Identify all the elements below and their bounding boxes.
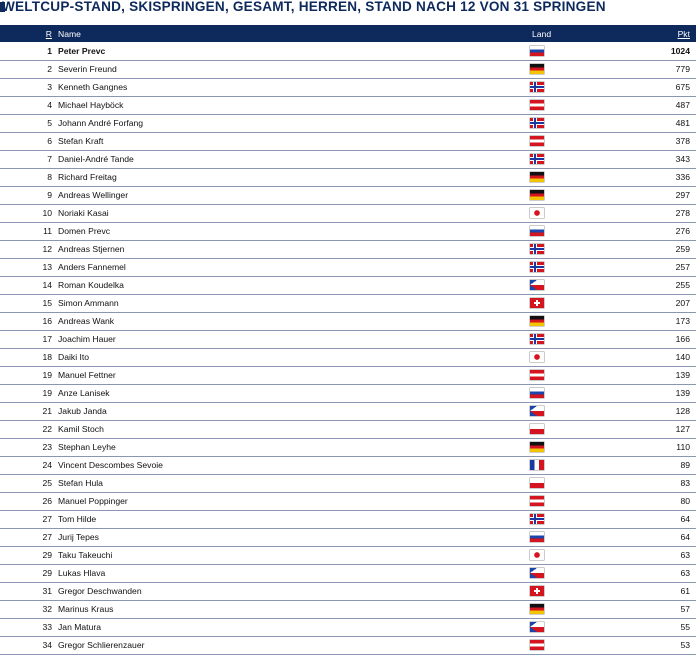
points-cell: 336	[675, 172, 690, 182]
rank-cell: 29	[42, 550, 52, 560]
flag-norway-icon	[530, 334, 544, 344]
table-row	[0, 240, 696, 258]
rank-cell: 21	[42, 406, 52, 416]
rank-cell: 8	[47, 172, 52, 182]
rank-cell: 11	[43, 226, 52, 236]
points-cell: 276	[675, 226, 690, 236]
points-cell: 63	[680, 568, 690, 578]
flag-slovenia-icon	[530, 532, 544, 542]
flag-japan-icon	[530, 550, 544, 560]
table-row	[0, 60, 696, 78]
points-cell: 259	[675, 244, 690, 254]
athlete-name[interactable]: Michael Hayböck	[58, 100, 124, 110]
points-cell: 55	[680, 622, 690, 632]
athlete-name[interactable]: Manuel Fettner	[58, 370, 116, 380]
standings-table	[0, 25, 696, 655]
rank-cell: 19	[42, 388, 52, 398]
table-row	[0, 492, 696, 510]
flag-slovenia-icon	[530, 388, 544, 398]
points-cell: 61	[680, 586, 690, 596]
country-cell	[528, 582, 612, 600]
rank-cell: 33	[42, 622, 52, 632]
country-cell	[528, 600, 612, 618]
country-cell	[528, 348, 612, 366]
points-cell: 64	[680, 514, 690, 524]
athlete-name[interactable]: Kenneth Gangnes	[58, 82, 128, 92]
table-header	[0, 25, 696, 42]
rank-cell: 31	[42, 586, 52, 596]
country-cell	[528, 402, 612, 420]
rank-cell: 34	[42, 640, 52, 650]
table-row	[0, 294, 696, 312]
table-row	[0, 456, 696, 474]
athlete-name[interactable]: Jakub Janda	[58, 406, 107, 416]
country-cell	[528, 636, 612, 654]
rank-cell: 22	[42, 424, 52, 434]
athlete-name[interactable]: Tom Hilde	[58, 514, 97, 524]
country-cell	[528, 150, 612, 168]
table-row	[0, 96, 696, 114]
table-row	[0, 186, 696, 204]
column-header-land[interactable]: Land	[532, 28, 552, 39]
flag-germany-icon	[530, 604, 544, 614]
athlete-name[interactable]: Kamil Stoch	[58, 424, 104, 434]
athlete-name[interactable]: Noriaki Kasai	[58, 208, 109, 218]
table-row	[0, 546, 696, 564]
athlete-name[interactable]: Gregor Schlierenzauer	[58, 640, 145, 650]
rank-cell: 1	[47, 45, 52, 56]
flag-poland-icon	[530, 424, 544, 434]
flag-czech-republic-icon	[530, 568, 544, 578]
country-cell	[528, 438, 612, 456]
flag-germany-icon	[530, 442, 544, 452]
athlete-name[interactable]: Jurij Tepes	[58, 532, 99, 542]
table-row	[0, 474, 696, 492]
points-cell: 278	[675, 208, 690, 218]
flag-germany-icon	[530, 172, 544, 182]
athlete-name[interactable]: Simon Ammann	[58, 298, 119, 308]
flag-norway-icon	[530, 154, 544, 164]
table-row	[0, 510, 696, 528]
flag-norway-icon	[530, 262, 544, 272]
flag-czech-republic-icon	[530, 280, 544, 290]
flag-france-icon	[530, 460, 544, 470]
flag-switzerland-icon	[530, 298, 544, 308]
athlete-name[interactable]: Andreas Wellinger	[58, 190, 129, 200]
table-row	[0, 168, 696, 186]
flag-norway-icon	[530, 514, 544, 524]
country-cell	[528, 240, 612, 258]
flag-slovenia-icon	[530, 226, 544, 236]
country-cell	[528, 42, 612, 60]
rank-cell: 4	[47, 100, 52, 110]
table-row	[0, 420, 696, 438]
rank-cell: 25	[42, 478, 52, 488]
table-row	[0, 348, 696, 366]
points-cell: 127	[675, 424, 690, 434]
athlete-name[interactable]: Andreas Stjernen	[58, 244, 125, 254]
flag-norway-icon	[530, 118, 544, 128]
flag-austria-icon	[530, 136, 544, 146]
flag-switzerland-icon	[530, 586, 544, 596]
country-cell	[528, 276, 612, 294]
country-cell	[528, 564, 612, 582]
table-row	[0, 564, 696, 582]
table-row	[0, 366, 696, 384]
flag-norway-icon	[530, 82, 544, 92]
rank-cell: 27	[42, 532, 52, 542]
rank-cell: 26	[42, 496, 52, 506]
table-body	[0, 42, 696, 654]
country-cell	[528, 474, 612, 492]
country-cell	[528, 204, 612, 222]
points-cell: 487	[675, 100, 690, 110]
flag-poland-icon	[530, 478, 544, 488]
table-row	[0, 114, 696, 132]
table-row	[0, 600, 696, 618]
points-cell: 297	[675, 190, 690, 200]
table-row	[0, 384, 696, 402]
rank-cell: 15	[42, 298, 52, 308]
table-row	[0, 132, 696, 150]
rank-cell: 13	[42, 262, 52, 272]
country-cell	[528, 528, 612, 546]
country-cell	[528, 258, 612, 276]
flag-japan-icon	[530, 208, 544, 218]
athlete-name[interactable]: Andreas Wank	[58, 316, 115, 326]
athlete-name[interactable]: Domen Prevc	[58, 226, 111, 236]
points-cell: 140	[675, 352, 690, 362]
rank-cell: 18	[42, 352, 52, 362]
country-cell	[528, 492, 612, 510]
rank-cell: 7	[47, 154, 52, 164]
country-cell	[528, 294, 612, 312]
rank-cell: 23	[42, 442, 52, 452]
points-cell: 63	[680, 550, 690, 560]
country-cell	[528, 114, 612, 132]
country-cell	[528, 384, 612, 402]
flag-germany-icon	[530, 64, 544, 74]
athlete-name[interactable]: Peter Prevc	[58, 45, 106, 56]
points-cell: 80	[680, 496, 690, 506]
points-cell: 89	[680, 460, 690, 470]
athlete-name[interactable]: Joachim Hauer	[58, 334, 116, 344]
rank-cell: 29	[42, 568, 52, 578]
rank-cell: 3	[47, 82, 52, 92]
points-cell: 166	[675, 334, 690, 344]
table-header-row	[0, 25, 696, 42]
table-row	[0, 42, 696, 60]
points-cell: 1024	[670, 45, 690, 56]
country-cell	[528, 618, 612, 636]
country-cell	[528, 456, 612, 474]
flag-czech-republic-icon	[530, 406, 544, 416]
points-cell: 207	[675, 298, 690, 308]
flag-austria-icon	[530, 100, 544, 110]
page-title: WELTCUP-STAND, SKISPRINGEN, GESAMT, HERREN, STAND NACH 12 VON 31 SPRINGEN	[2, 0, 606, 14]
athlete-name[interactable]: Manuel Poppinger	[58, 496, 128, 506]
flag-norway-icon	[530, 244, 544, 254]
flag-czech-republic-icon	[530, 622, 544, 632]
country-cell	[528, 186, 612, 204]
athlete-name[interactable]: Stefan Hula	[58, 478, 103, 488]
points-cell: 779	[675, 64, 690, 74]
athlete-name[interactable]: Daniel-André Tande	[58, 154, 134, 164]
table-row	[0, 78, 696, 96]
points-cell: 57	[680, 604, 690, 614]
rank-cell: 5	[47, 118, 52, 128]
table-row	[0, 276, 696, 294]
points-cell: 139	[675, 370, 690, 380]
points-cell: 675	[675, 82, 690, 92]
athlete-name[interactable]: Stefan Kraft	[58, 136, 104, 146]
country-cell	[528, 420, 612, 438]
points-cell: 83	[680, 478, 690, 488]
flag-germany-icon	[530, 316, 544, 326]
country-cell	[528, 546, 612, 564]
flag-austria-icon	[530, 370, 544, 380]
table-row	[0, 438, 696, 456]
athlete-name[interactable]: Vincent Descombes Sevoie	[58, 460, 163, 470]
table-row	[0, 528, 696, 546]
flag-slovenia-icon	[530, 46, 544, 56]
rank-cell: 16	[42, 316, 52, 326]
page-title-bar	[0, 0, 696, 25]
rank-cell: 19	[42, 370, 52, 380]
rank-cell: 32	[42, 604, 52, 614]
country-cell	[528, 510, 612, 528]
points-cell: 257	[675, 262, 690, 272]
country-cell	[528, 78, 612, 96]
athlete-name[interactable]: Stephan Leyhe	[58, 442, 116, 452]
rank-cell: 10	[42, 208, 52, 218]
table-row	[0, 636, 696, 654]
points-cell: 64	[680, 532, 690, 542]
table-row	[0, 582, 696, 600]
table-row	[0, 150, 696, 168]
flag-germany-icon	[530, 190, 544, 200]
country-cell	[528, 60, 612, 78]
flag-japan-icon	[530, 352, 544, 362]
rank-cell: 9	[47, 190, 52, 200]
table-row	[0, 330, 696, 348]
points-cell: 481	[675, 118, 690, 128]
flag-austria-icon	[530, 640, 544, 650]
table-row	[0, 402, 696, 420]
country-cell	[528, 168, 612, 186]
points-cell: 139	[675, 388, 690, 398]
points-cell: 343	[675, 154, 690, 164]
rank-cell: 12	[42, 244, 52, 254]
country-cell	[528, 330, 612, 348]
athlete-name[interactable]: Marinus Kraus	[58, 604, 114, 614]
column-header-name[interactable]: Name	[58, 28, 81, 39]
rank-cell: 27	[42, 514, 52, 524]
table-row	[0, 204, 696, 222]
athlete-name[interactable]: Lukas Hlava	[58, 568, 106, 578]
table-row	[0, 258, 696, 276]
rank-cell: 6	[47, 136, 52, 146]
flag-austria-icon	[530, 496, 544, 506]
points-cell: 173	[675, 316, 690, 326]
rank-cell: 14	[42, 280, 52, 290]
column-header-rank[interactable]: R	[45, 28, 52, 39]
athlete-name[interactable]: Jan Matura	[58, 622, 101, 632]
table-row	[0, 222, 696, 240]
points-cell: 110	[676, 442, 690, 452]
points-cell: 128	[675, 406, 690, 416]
athlete-name[interactable]: Roman Koudelka	[58, 280, 124, 290]
athlete-name[interactable]: Richard Freitag	[58, 172, 117, 182]
athlete-name[interactable]: Gregor Deschwanden	[58, 586, 142, 596]
country-cell	[528, 132, 612, 150]
athlete-name[interactable]: Johann André Forfang	[58, 118, 144, 128]
athlete-name[interactable]: Anders Fannemel	[58, 262, 126, 272]
rank-cell: 24	[42, 460, 52, 470]
athlete-name[interactable]: Taku Takeuchi	[58, 550, 113, 560]
column-header-points[interactable]: Pkt	[677, 28, 690, 39]
country-cell	[528, 96, 612, 114]
country-cell	[528, 366, 612, 384]
country-cell	[528, 222, 612, 240]
athlete-name[interactable]: Daiki Ito	[58, 352, 90, 362]
points-cell: 53	[680, 640, 690, 650]
points-cell: 378	[675, 136, 690, 146]
table-row	[0, 312, 696, 330]
points-cell: 255	[675, 280, 690, 290]
country-cell	[528, 312, 612, 330]
table-row	[0, 618, 696, 636]
athlete-name[interactable]: Anze Lanisek	[58, 388, 110, 398]
rank-cell: 17	[42, 334, 52, 344]
athlete-name[interactable]: Severin Freund	[58, 64, 117, 74]
rank-cell: 2	[47, 64, 52, 74]
